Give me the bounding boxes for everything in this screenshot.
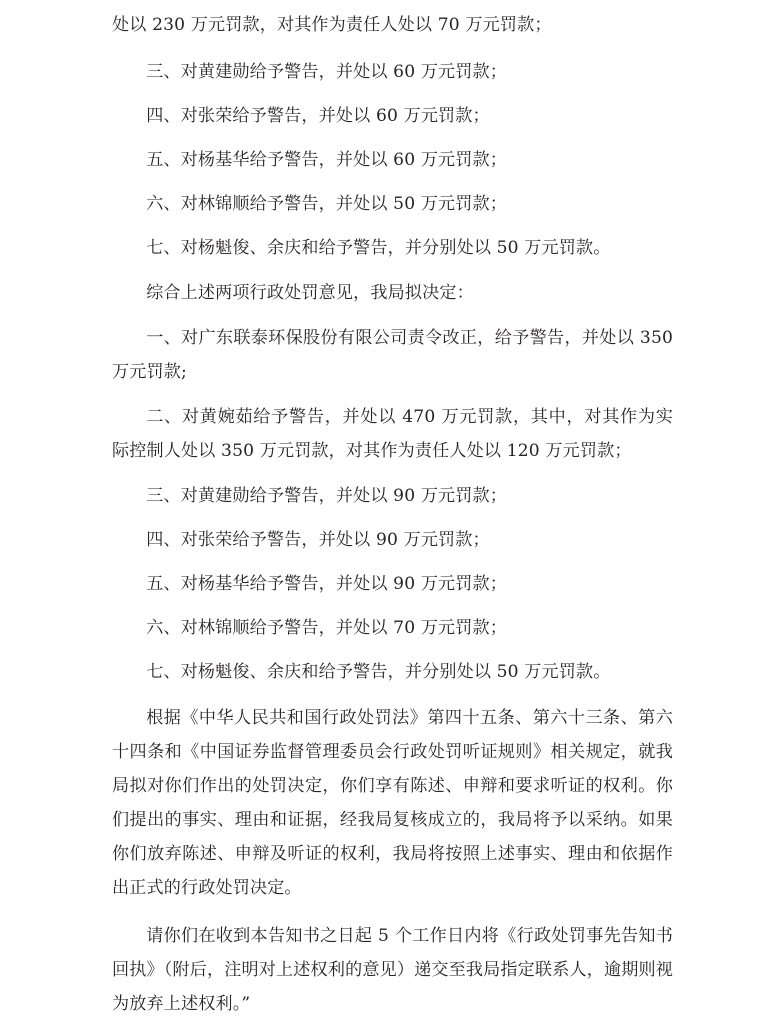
spacer	[112, 265, 673, 276]
opinion-one-item-3: 三、对黄建勋给予警告，并处以 60 万元罚款；	[146, 62, 508, 82]
decision-item-4: 四、对张荣给予警告，并处以 90 万元罚款；	[146, 530, 490, 550]
spacer	[112, 42, 673, 55]
opinion-one-item-6: 六、对林锦顺给予警告，并处以 50 万元罚款；	[146, 194, 508, 214]
spacer	[112, 513, 673, 523]
opinion-one-item-5: 五、对杨基华给予警告，并处以 60 万元罚款；	[146, 150, 508, 170]
summary-lead-paragraph: 综合上述两项行政处罚意见，我局拟决定：	[146, 283, 474, 303]
decision-item-5: 五、对杨基华给予警告，并处以 90 万元罚款；	[146, 574, 508, 594]
decision-item-7: 七、对杨魁俊、余庆和给予警告，并分别处以 50 万元罚款。	[146, 662, 611, 682]
spacer	[112, 645, 673, 655]
spacer	[112, 310, 673, 321]
spacer	[112, 689, 673, 701]
opinion-one-item-7: 七、对杨魁俊、余庆和给予警告，并分别处以 50 万元罚款。	[146, 238, 611, 258]
spacer	[112, 133, 673, 143]
spacer	[112, 177, 673, 187]
spacer	[112, 221, 673, 231]
spacer	[112, 468, 673, 479]
decision-item-3: 三、对黄建勋给予警告，并处以 90 万元罚款；	[146, 486, 508, 506]
top-spacer	[112, 0, 673, 8]
decision-item-2: 二、对黄婉茹给予警告，并处以 470 万元罚款，其中，对其作为实际控制人处以 350 万元罚款，对其作为责任人处以 120 万元罚款；	[112, 407, 673, 461]
spacer	[112, 557, 673, 567]
legal-basis-paragraph: 根据《中华人民共和国行政处罚法》第四十五条、第六十三条、第六十四条和《中国证券监督管理委员会行政处罚听证规则》相关规定，就我局拟对你们作出的处罚决定，你们享有陈述、申辩和要求听证的权利。你们提出的事实、理由和证据，经我局复核成立的，我局将予以采纳。如果你们放弃陈述、申辩及听证的权利，我局将按照上述事实、理由和依据作出正式的行政处罚决定。	[112, 708, 673, 898]
receipt-paragraph: 请你们在收到本告知书之日起 5 个工作日内将《行政处罚事先告知书回执》（附后，注明对上述权利的意见）递交至我局指定联系人，逾期则视为放弃上述权利。”	[112, 926, 673, 1014]
document-text-column	[112, 0, 673, 1021]
spacer	[112, 905, 673, 919]
spacer	[112, 601, 673, 611]
spacer	[112, 89, 673, 99]
spacer	[112, 389, 673, 400]
opinion-one-item-4: 四、对张荣给予警告，并处以 60 万元罚款；	[146, 106, 490, 126]
continuation-line: 处以 230 万元罚款，对其作为责任人处以 70 万元罚款；	[112, 15, 552, 35]
decision-item-1: 一、对广东联泰环保股份有限公司责令改正，给予警告，并处以 350 万元罚款;	[112, 328, 673, 382]
decision-item-6: 六、对林锦顺给予警告，并处以 70 万元罚款；	[146, 618, 508, 638]
